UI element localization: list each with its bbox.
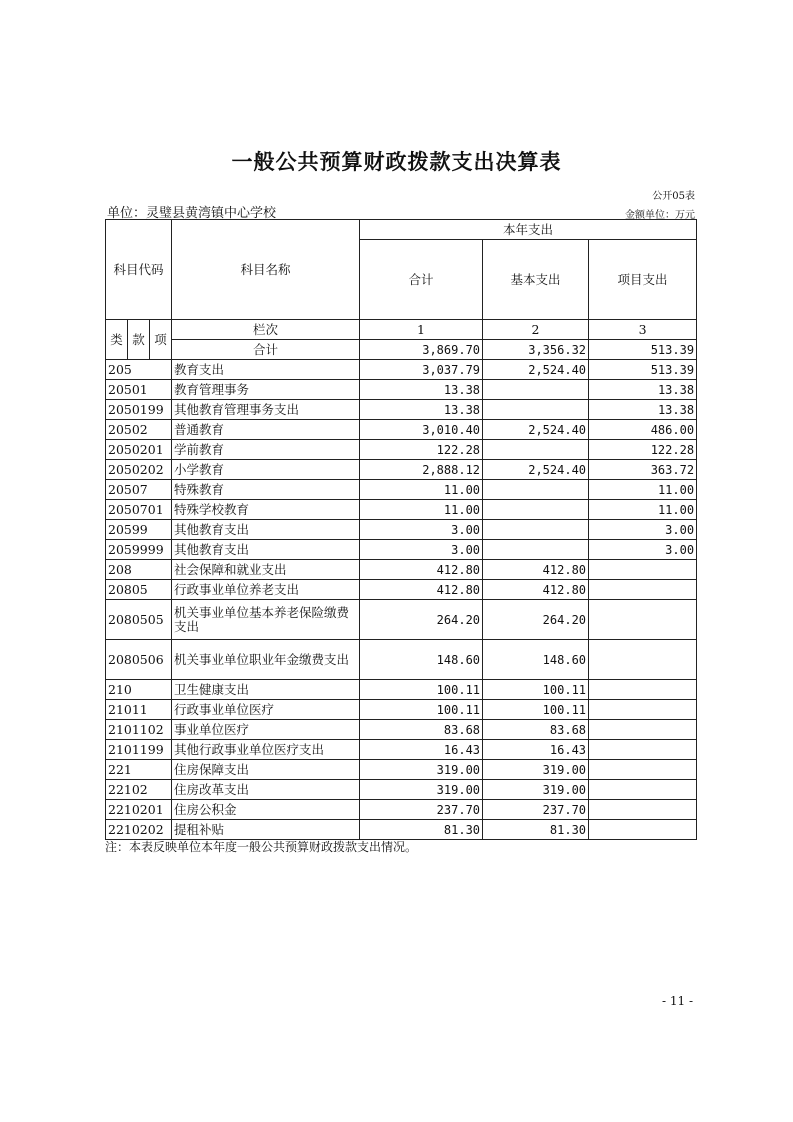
row-basic: 83.68: [483, 720, 589, 740]
row-code: 221: [106, 760, 172, 780]
row-project: 13.38: [589, 400, 697, 420]
table-row: [106, 480, 697, 500]
row-name: 社会保障和就业支出: [172, 560, 360, 580]
header-project: 项目支出: [589, 240, 697, 320]
table-row: [106, 460, 697, 480]
row-code: 205: [106, 360, 172, 380]
header-current-year: 本年支出: [360, 220, 697, 240]
total-row-basic: 3,356.32: [483, 340, 589, 360]
header-kuan: 款: [128, 320, 150, 360]
table-row: [106, 820, 697, 840]
row-project: [589, 780, 697, 800]
header-subject-code: 科目代码: [106, 220, 172, 320]
row-name: 其他教育支出: [172, 520, 360, 540]
row-code: 2210202: [106, 820, 172, 840]
row-total: 148.60: [360, 640, 483, 680]
table-row: [106, 580, 697, 600]
table-row: [106, 800, 697, 820]
row-name: 行政事业单位养老支出: [172, 580, 360, 600]
header-column-no: 栏次: [172, 320, 360, 340]
total-row-label: 合计: [172, 340, 360, 360]
row-basic: [483, 400, 589, 420]
table-row: [106, 740, 697, 760]
row-basic: 319.00: [483, 780, 589, 800]
row-project: 13.38: [589, 380, 697, 400]
row-code: 2101102: [106, 720, 172, 740]
row-basic: [483, 520, 589, 540]
table-row: [106, 420, 697, 440]
row-name: 住房公积金: [172, 800, 360, 820]
row-name: 住房改革支出: [172, 780, 360, 800]
row-code: 20502: [106, 420, 172, 440]
row-code: 2080505: [106, 600, 172, 640]
row-basic: [483, 440, 589, 460]
row-project: 3.00: [589, 540, 697, 560]
row-name: 事业单位医疗: [172, 720, 360, 740]
table-row: [106, 720, 697, 740]
row-total: 16.43: [360, 740, 483, 760]
budget-table: [105, 219, 697, 840]
row-code: 22102: [106, 780, 172, 800]
row-code: 20805: [106, 580, 172, 600]
header-basic: 基本支出: [483, 240, 589, 320]
money-unit-label: 金额单位：万元: [625, 210, 695, 221]
row-project: 11.00: [589, 480, 697, 500]
row-basic: 100.11: [483, 700, 589, 720]
unit-label: 单位：灵璧县黄湾镇中心学校: [107, 206, 277, 221]
table-row: [106, 680, 697, 700]
row-project: 363.72: [589, 460, 697, 480]
row-total: 122.28: [360, 440, 483, 460]
row-name: 学前教育: [172, 440, 360, 460]
row-name: 机关事业单位基本养老保险缴费支出: [172, 600, 360, 640]
row-total: 11.00: [360, 500, 483, 520]
row-name: 普通教育: [172, 420, 360, 440]
row-basic: 2,524.40: [483, 460, 589, 480]
row-total: 2,888.12: [360, 460, 483, 480]
row-basic: 16.43: [483, 740, 589, 760]
row-code: 2050199: [106, 400, 172, 420]
row-name: 特殊学校教育: [172, 500, 360, 520]
row-code: 2050202: [106, 460, 172, 480]
row-project: [589, 820, 697, 840]
row-name: 住房保障支出: [172, 760, 360, 780]
header-total: 合计: [360, 240, 483, 320]
table-row: [106, 380, 697, 400]
row-total: 3.00: [360, 520, 483, 540]
footnote: 注：本表反映单位本年度一般公共预算财政拨款支出情况。: [105, 840, 418, 854]
row-project: 486.00: [589, 420, 697, 440]
row-total: 3,037.79: [360, 360, 483, 380]
header-lei: 类: [106, 320, 128, 360]
row-total: 81.30: [360, 820, 483, 840]
row-total: 13.38: [360, 400, 483, 420]
row-code: 20599: [106, 520, 172, 540]
row-total: 264.20: [360, 600, 483, 640]
row-total: 3.00: [360, 540, 483, 560]
row-name: 卫生健康支出: [172, 680, 360, 700]
row-code: 20507: [106, 480, 172, 500]
row-code: 2050201: [106, 440, 172, 460]
row-basic: 264.20: [483, 600, 589, 640]
row-basic: 2,524.40: [483, 420, 589, 440]
row-total: 319.00: [360, 780, 483, 800]
table-row: [106, 400, 697, 420]
row-basic: 148.60: [483, 640, 589, 680]
row-basic: 412.80: [483, 580, 589, 600]
row-project: 11.00: [589, 500, 697, 520]
table-row: [106, 760, 697, 780]
row-code: 20501: [106, 380, 172, 400]
header-xiang: 项: [150, 320, 172, 360]
row-basic: 100.11: [483, 680, 589, 700]
table-row: [106, 360, 697, 380]
row-name: 提租补贴: [172, 820, 360, 840]
row-project: [589, 560, 697, 580]
row-code: 2080506: [106, 640, 172, 680]
header-subject-name: 科目名称: [172, 220, 360, 320]
row-name: 其他教育支出: [172, 540, 360, 560]
row-total: 11.00: [360, 480, 483, 500]
row-name: 小学教育: [172, 460, 360, 480]
row-total: 100.11: [360, 700, 483, 720]
table-row: [106, 640, 697, 680]
row-project: [589, 640, 697, 680]
page-title: 一般公共预算财政拨款支出决算表: [231, 150, 562, 174]
row-basic: [483, 380, 589, 400]
row-code: 208: [106, 560, 172, 580]
row-project: [589, 740, 697, 760]
row-basic: [483, 500, 589, 520]
row-total: 3,010.40: [360, 420, 483, 440]
row-name: 其他行政事业单位医疗支出: [172, 740, 360, 760]
table-row: [106, 540, 697, 560]
row-total: 412.80: [360, 560, 483, 580]
row-code: 2050701: [106, 500, 172, 520]
row-total: 412.80: [360, 580, 483, 600]
table-row: [106, 600, 697, 640]
row-code: 2210201: [106, 800, 172, 820]
row-basic: 412.80: [483, 560, 589, 580]
row-project: [589, 800, 697, 820]
form-number: 公开05表: [652, 191, 695, 202]
row-project: [589, 760, 697, 780]
total-row-project: 513.39: [589, 340, 697, 360]
total-row-total: 3,869.70: [360, 340, 483, 360]
row-basic: 2,524.40: [483, 360, 589, 380]
row-project: 122.28: [589, 440, 697, 460]
row-code: 210: [106, 680, 172, 700]
table-row: [106, 780, 697, 800]
row-project: [589, 600, 697, 640]
row-name: 教育管理事务: [172, 380, 360, 400]
row-name: 特殊教育: [172, 480, 360, 500]
row-name: 其他教育管理事务支出: [172, 400, 360, 420]
header-col3: 3: [589, 320, 697, 340]
row-total: 319.00: [360, 760, 483, 780]
table-row: [106, 560, 697, 580]
row-project: [589, 720, 697, 740]
table-row: [106, 520, 697, 540]
row-total: 13.38: [360, 380, 483, 400]
row-basic: [483, 480, 589, 500]
row-code: 21011: [106, 700, 172, 720]
row-basic: 319.00: [483, 760, 589, 780]
row-total: 237.70: [360, 800, 483, 820]
row-project: [589, 580, 697, 600]
header-col2: 2: [483, 320, 589, 340]
row-basic: 237.70: [483, 800, 589, 820]
table-row: [106, 700, 697, 720]
row-project: [589, 700, 697, 720]
row-total: 100.11: [360, 680, 483, 700]
table-row: [106, 500, 697, 520]
row-name: 教育支出: [172, 360, 360, 380]
row-code: 2101199: [106, 740, 172, 760]
row-total: 83.68: [360, 720, 483, 740]
row-project: 513.39: [589, 360, 697, 380]
row-name: 机关事业单位职业年金缴费支出: [172, 640, 360, 680]
row-project: [589, 680, 697, 700]
row-project: 3.00: [589, 520, 697, 540]
row-code: 2059999: [106, 540, 172, 560]
page-number: - 11 -: [661, 994, 693, 1008]
row-basic: [483, 540, 589, 560]
table-row: [106, 440, 697, 460]
row-name: 行政事业单位医疗: [172, 700, 360, 720]
row-basic: 81.30: [483, 820, 589, 840]
header-col1: 1: [360, 320, 483, 340]
